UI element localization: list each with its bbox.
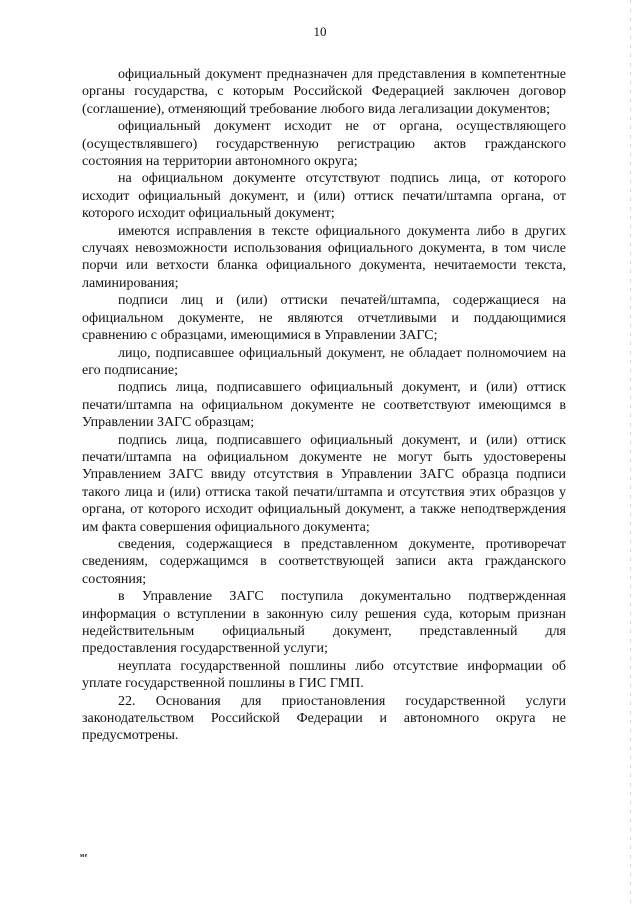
paragraph-mismatch-samples: подпись лица, подписавшего официальный документ, и (или) оттиск печати/штампа на официальном документе не соответствуют имеющимся в Управлении ЗАГС образцам; bbox=[82, 380, 566, 431]
paragraph-court-decision: в Управление ЗАГС поступила документально подтвержденная информация о вступлении в законную силу решения суда, которым признан недействительным официальный документ, представленный для предоставления государственной услуги; bbox=[82, 589, 566, 657]
paragraph-suspension-grounds: 22. Основания для приостановления государственной услуги законодательством Российской Федерации и автономного округа не предусмотрены. bbox=[82, 693, 566, 744]
page-number: 10 bbox=[313, 24, 327, 39]
paragraph-fee-unpaid: неуплата государственной пошлины либо отсутствие информации об уплате государственной пошлины в ГИС ГМП. bbox=[82, 658, 566, 692]
paragraph-missing-signature-seal: на официальном документе отсутствуют подпись лица, от которого исходит официальный документ, и (или) оттиск печати/штампа органа, от которого исходит официальный документ; bbox=[82, 171, 566, 222]
paragraph-legalization-exemption: официальный документ предназначен для представления в компетентные органы государства, с которым Российской Федерацией заключен договор (соглашение), отменяющий требование любого вида легализации документов; bbox=[82, 67, 566, 117]
scan-edge-divider bbox=[630, 0, 631, 905]
paragraph-cannot-certify: подпись лица, подписавшего официальный документ, и (или) оттиск печати/штампа на официальном документе не могут быть удостоверены Управлением ЗАГС ввиду отсутствия в Управлении ЗАГС образца подписи такого лица и (или) оттиска такой печати/штампа и отсутствия этих образцов у органа, от которого исходит официальный документ, а также неподтверждения им факта совершения официального документа; bbox=[82, 432, 566, 535]
footer-mark: ме bbox=[80, 853, 88, 859]
paragraph-no-authority: лицо, подписавшее официальный документ, не обладает полномочием на его подписание; bbox=[82, 345, 566, 378]
paragraph-illegible-seals: подписи лиц и (или) оттиски печатей/штампа, содержащиеся на официальном документе, не являются отчетливыми и поддающимися сравнению с образцами, имеющимися в Управлении ЗАГС; bbox=[82, 293, 566, 344]
paragraph-corrections-damage: имеются исправления в тексте официального документа либо в других случаях невозможности использования официального документа, в том числе порчи или ветхости бланка официального документа, нечитаемости текста, ламинирования; bbox=[82, 223, 566, 291]
paragraph-not-from-registry-body: официальный документ исходит не от органа, осуществляющего (осуществлявшего) государственную регистрацию актов гражданского состояния на территории автономного округа; bbox=[82, 119, 566, 170]
document-body bbox=[82, 66, 566, 745]
paragraph-contradictory-data: сведения, содержащиеся в представленном документе, противоречат сведениям, содержащимся в соответствующей записи акта гражданского состояния; bbox=[82, 536, 566, 587]
